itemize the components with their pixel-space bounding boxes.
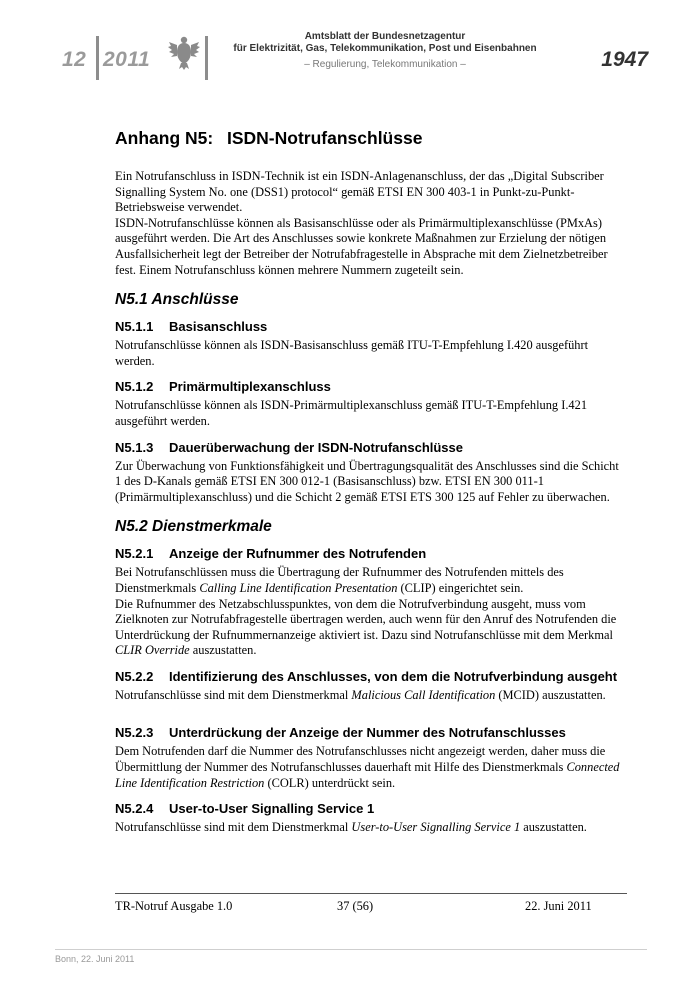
footer-page: 37 (56) (337, 899, 374, 913)
document-body (115, 128, 625, 836)
paragraph: Notrufanschlüsse können als ISDN-Primärmultiplexanschluss gemäß ITU-T-Empfehlung I.421 ausgeführt werden. (115, 398, 588, 428)
subsection-number: N5.1.1 (115, 319, 154, 335)
footer-document: TR-Notruf Ausgabe 1.0 (115, 899, 233, 913)
page-number: 1947 (601, 48, 648, 71)
subsection-title: Primärmultiplexanschluss (169, 379, 331, 395)
subsection-title: Basisanschluss (169, 319, 268, 335)
subsection-title: Identifizierung des Anschlusses, von dem die Notrufverbindung ausgeht (169, 668, 618, 684)
annex-label: Anhang N5: (115, 128, 214, 148)
subsection-heading (115, 669, 625, 685)
paragraph: Dem Notrufenden darf die Nummer des Notrufanschlusses nicht angezeigt werden, daher muss die Übermittlung der Nummer des Notrufanschlusses dauerhaft mit Hilfe des Dienstmerkmals Connected Line Identification Restriction (COLR) unterdrückt sein. (115, 744, 620, 790)
section-label: – Regulierung, Telekommunikation – (304, 59, 466, 70)
paragraph: Zur Überwachung von Funktionsfähigkeit und Übertragungsqualität des Anschlusses sind die Schicht 1 des D-Kanals gemäß ETSI EN 300 012-1 (Basisanschluss) bzw. ETSI EN 300 011-1 (Primärmultiplexanschluss) und die Schicht 2 gemäß ETSI ETS 300 125 auf Fehler zu überwachen. (115, 458, 619, 504)
header-divider (96, 36, 99, 80)
subsection-title: User-to-User Signalling Service 1 (169, 801, 375, 817)
intro-paragraph-1: Ein Notrufanschluss in ISDN-Technik ist ein ISDN-Anlagenanschluss, der das „Digital Subscriber Signalling System No. one (DSS1) protocol“ gemäß ETSI EN 300 403-1 in Punkt-zu-Punkt-Betriebsweise verwendet. (115, 169, 604, 215)
footer-divider (115, 893, 627, 894)
section-heading-n5-1: N5.1 Anschlüsse (115, 291, 239, 309)
paragraph: Die Rufnummer des Netzabschlusspunktes, von dem die Notrufverbindung ausgeht, muss vom Zielknoten zur Notrufabfragestelle übertragen werden, auch wenn für den Anruf des Notrufenden die Unterdrückung der Rufnummernanzeige aktiviert ist. Dazu sind Notrufanschlüsse mit dem Merkmal CLIR Override auszustatten. (115, 596, 617, 658)
header-divider (205, 36, 208, 80)
place-date: Bonn, 22. Juni 2011 (55, 954, 135, 964)
subsection-heading (115, 801, 625, 817)
subsection-heading (115, 725, 625, 741)
subsection-title: Unterdrückung der Anzeige der Nummer des Notrufanschlusses (169, 725, 566, 741)
subsection-heading (115, 379, 625, 395)
subsection-heading (115, 546, 625, 562)
publisher-line-2: für Elektrizität, Gas, Telekommunikation, Post und Eisenbahnen (233, 43, 537, 54)
subsection-number: N5.2.2 (115, 668, 154, 684)
section-heading-n5-2: N5.2 Dienstmerkmale (115, 518, 272, 536)
annex-title-text: ISDN-Notrufanschlüsse (227, 128, 423, 148)
paragraph: Notrufanschlüsse sind mit dem Dienstmerkmal Malicious Call Identification (MCID) auszustatten. (115, 687, 606, 702)
publisher-line-1: Amtsblatt der Bundesnetzagentur (304, 31, 466, 42)
subsection-title: Dauerüberwachung der ISDN-Notrufanschlüsse (169, 439, 463, 455)
annex-title (115, 128, 625, 149)
subsection-title: Anzeige der Rufnummer des Notrufenden (169, 546, 427, 562)
subsection-heading (115, 319, 625, 335)
intro-paragraph-2: ISDN-Notrufanschlüsse können als Basisanschlüsse oder als Primärmultiplexanschlüsse (PMxAs) ausgeführt werden. Die Art des Anschlusses sowie konkrete Maßnahmen zur Erzielung der nötigen Ausfallsicherheit legt der Betreiber der Notrufabfragestelle in Absprache mit dem Zielnetzbetreiber fest. Einem Notrufanschluss können mehrere Nummern zugeteilt sein. (115, 215, 608, 277)
issue-number: 12 (62, 48, 87, 71)
subsection-heading (115, 440, 625, 456)
subsection-number: N5.2.4 (115, 801, 154, 817)
federal-eagle-icon (168, 33, 200, 71)
subsection-number: N5.1.2 (115, 379, 154, 395)
subsection-number: N5.2.3 (115, 725, 154, 741)
footer-date: 22. Juni 2011 (525, 899, 592, 913)
page-divider (55, 949, 647, 950)
subsection-number: N5.1.3 (115, 439, 154, 455)
issue-year: 2011 (103, 48, 151, 71)
subsection-number: N5.2.1 (115, 546, 154, 562)
paragraph: Bei Notrufanschlüssen muss die Übertragung der Rufnummer des Notrufenden mittels des Dienstmerkmals Calling Line Identification Presentation (CLIP) eingerichtet sein. (115, 565, 564, 595)
paragraph: Notrufanschlüsse sind mit dem Dienstmerkmal User-to-User Signalling Service 1 auszustatten. (115, 820, 587, 835)
paragraph: Notrufanschlüsse können als ISDN-Basisanschluss gemäß ITU-T-Empfehlung I.420 ausgeführt werden. (115, 338, 589, 368)
